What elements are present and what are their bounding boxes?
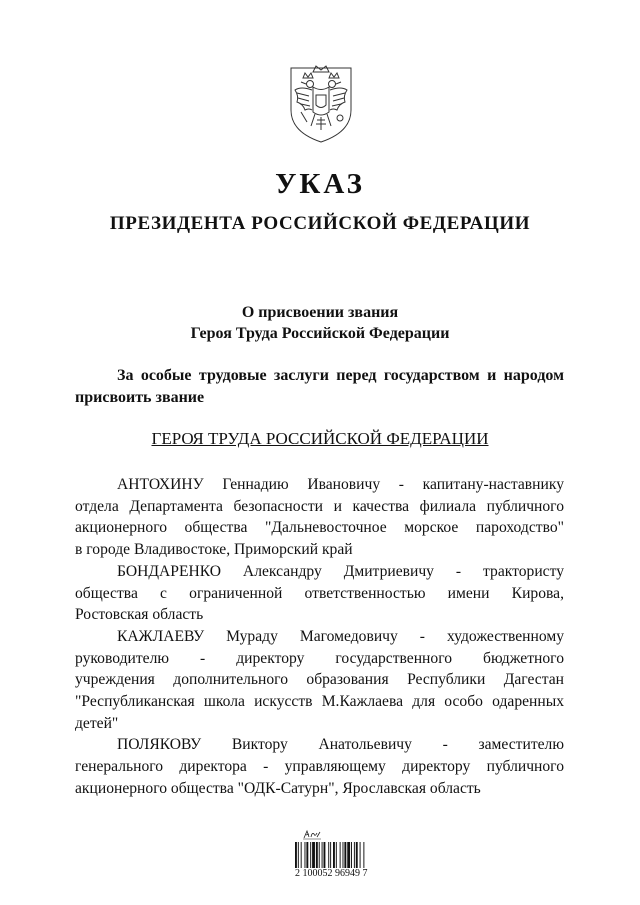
preamble-line: присвоить звание [75,389,205,406]
signature-initials-icon [302,828,322,840]
awardee-line: акционерного общества "Дальневосточное морское пароходство" [75,519,564,537]
awardee-line: общества с ограниченной ответственностью имени Кирова, [75,584,564,602]
awardee-line: акционерного общества "ОДК-Сатурн", Ярославская область [75,779,481,797]
barcode-icon [295,842,385,868]
decree-issuer: ПРЕЗИДЕНТА РОССИЙСКОЙ ФЕДЕРАЦИИ [109,213,531,234]
subject-line: О присвоении звания [241,304,399,321]
awardee-line: руководителю - директору государственного бюджетного [75,649,564,667]
awardee-line: Ростовская область [75,606,204,624]
subject-line: Героя Труда Российской Федерации [190,325,450,342]
awardee-line: учреждения дополнительного образования Республики Дагестан [75,671,564,689]
barcode-number: 2 100052 96949 7 [295,868,368,879]
awardee-paragraph [75,734,564,799]
awardee-line: "Республиканская школа искусств М.Кажлаева для особо одаренных [75,693,564,711]
coat-of-arms-icon [283,60,359,146]
awardee-line: в городе Владивостоке, Приморский край [75,541,353,559]
awardee-line: генерального директора - управляющему директору публичного [75,758,564,776]
decree-subject [0,302,640,344]
preamble-line: За особые трудовые заслуги перед государством и народом [117,367,564,384]
awardee-line: ПОЛЯКОВУ Виктору Анатольевичу - заместителю [117,736,564,754]
awardee-line: БОНДАРЕНКО Александру Дмитриевичу - трактористу [117,562,564,580]
decree-title: УКАЗ [275,168,365,200]
awardee-line: КАЖЛАЕВУ Мураду Магомедовичу - художественному [117,627,564,645]
awardee-paragraph [75,474,564,561]
awardee-paragraph [75,561,564,626]
awardee-line: детей" [75,714,119,732]
award-title: ГЕРОЯ ТРУДА РОССИЙСКОЙ ФЕДЕРАЦИИ [151,429,489,448]
awardee-line: АНТОХИНУ Геннадию Ивановичу - капитану-наставнику [117,476,564,493]
awardee-list [75,474,564,800]
awardee-line: отдела Департамента безопасности и качества филиала публичного [75,497,564,515]
decree-preamble [75,365,564,409]
awardee-paragraph [75,626,564,735]
